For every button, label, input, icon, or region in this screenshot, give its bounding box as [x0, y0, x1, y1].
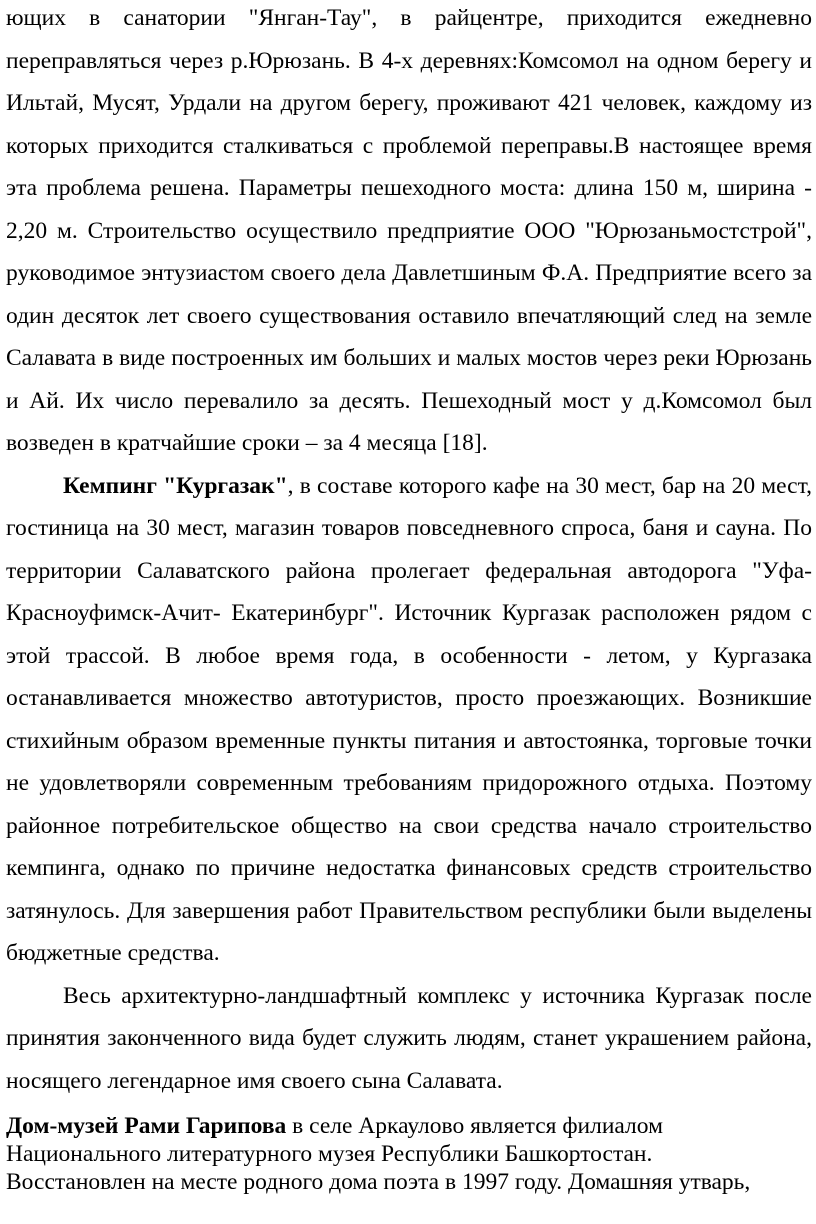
museum-line-2 [6, 1140, 812, 1168]
museum-line-3-text: Восстановлен на месте родного дома поэта в 1997 году. Домашняя утварь, [6, 1169, 751, 1195]
paragraph-bridge [6, 0, 812, 465]
paragraph-camping [6, 465, 812, 975]
museum-heading: Дом-музей Рами Гарипова [6, 1113, 287, 1139]
museum-line-1 [6, 1112, 812, 1140]
museum-line-2-text: Национального литературного музея Республики Башкортостан. [6, 1141, 653, 1167]
camping-heading: Кемпинг "Кургазак" [63, 472, 288, 499]
paragraph-complex [6, 975, 812, 1103]
museum-line-3 [6, 1168, 812, 1196]
paragraph-bridge-text: ющих в санатории "Янган-Тау", в райцентре, приходится ежедневно переправляться через р.Юрюзань. В 4-х деревнях:Комсомол на одном берегу и Ильтай, Мусят, Урдали на другом берегу, проживают 421 человек, каждому из которых приходится сталкиваться с проблемой переправы.В настоящее время эта проблема решена. Параметры пешеходного моста: длина 150 м, ширина - 2,20 м. Строительство осуществило предприятие ООО "Юрюзаньмостстрой", руководимое энтузиастом своего дела Давлетшиным Ф.А. Предприятие всего за один десяток лет своего существования оставило впечатляющий след на земле Салавата в виде построенных им больших и малых мостов через реки Юрюзань и Ай. Их число перевалило за десять. Пешеходный мост у д.Комсомол был возведен в кратчайшие сроки – за 4 месяца [18]. [6, 5, 812, 456]
paragraph-complex-text: Весь архитектурно-ландшафтный комплекс у источника Кургазак после принятия законченного вида будет служить людям, станет украшением района, носящего легендарное имя своего сына Салавата. [6, 982, 812, 1094]
paragraph-camping-text: , в составе которого кафе на 30 мест, бар на 20 мест, гостиница на 30 мест, магазин товаров повседневного спроса, баня и сауна. По территории Салаватского района пролегает федеральная автодорога "Уфа-Красноуфимск-Ачит- Екатеринбург". Источник Кургазак расположен рядом с этой трассой. В любое время года, в особенности - летом, у Кургазака останавливается множество автотуристов, просто проезжающих. Возникшие стихийным образом временные пункты питания и автостоянка, торговые точки не удовлетворяли современным требованиям придорожного отдыха. Поэтому районное потребительское общество на свои средства начало строительство кемпинга, однако по причине недостатка финансовых средств строительство затянулось. Для завершения работ Правительством республики были выделены бюджетные средства. [6, 472, 812, 966]
museum-line-1-text: в селе Аркаулово является филиалом [286, 1113, 663, 1139]
